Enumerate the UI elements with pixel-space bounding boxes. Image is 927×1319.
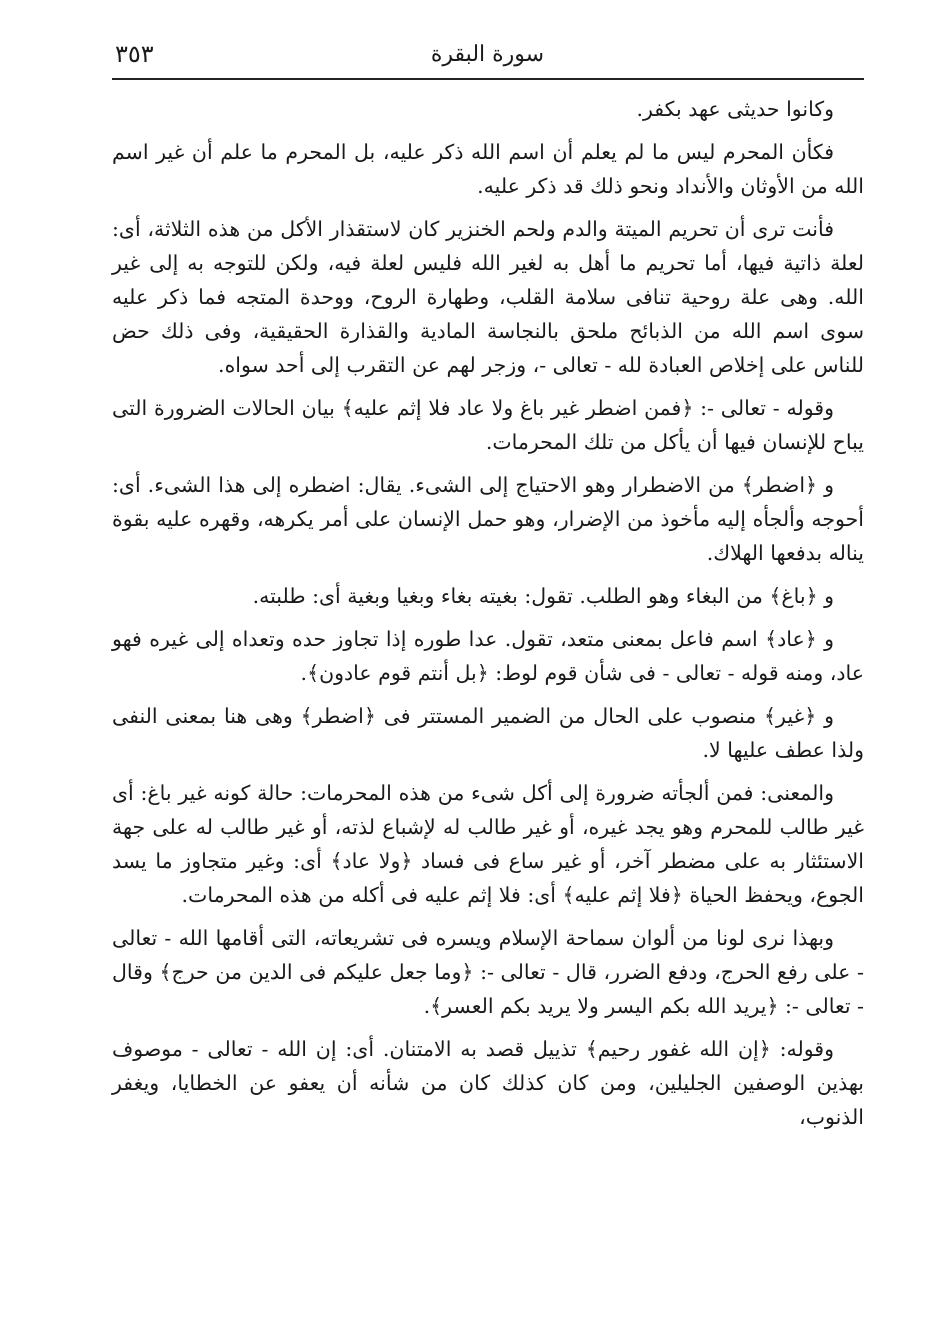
page-number: ٣٥٣	[115, 40, 154, 68]
paragraph-4: وقوله - تعالى -: ﴿فمن اضطر غير باغ ولا عاد فلا إثم عليه﴾ بيان الحالات الضرورة التى يباح للإنسان فيها أن يأكل من تلك المحرمات.	[112, 396, 864, 454]
paragraph-8: و ﴿غير﴾ منصوب على الحال من الضمير المستتر فى ﴿اضطر﴾ وهى هنا بمعنى النفى ولذا عطف عليها لا.	[112, 704, 864, 762]
surah-title: سورة البقرة	[430, 42, 545, 67]
paragraph-9: والمعنى: فمن ألجأته ضرورة إلى أكل شىء من هذه المحرمات: حالة كونه غير باغ: أى غير طالب للمحرم وهو يجد غيره، أو غير طالب له لإشباع لذته، أو غير طالب له على جهة الاستئثار به على مضطر آخر، أو غير ساع فى فساد ﴿ولا عاد﴾ أى: وغير متجاوز ما يسد الجوع، ويحفظ الحياة ﴿فلا إثم عليه﴾ أى: فلا إثم عليه فى أكله من هذه المحرمات.	[112, 781, 864, 907]
page-body	[112, 92, 864, 1143]
paragraph-7: و ﴿عاد﴾ اسم فاعل بمعنى متعد، تقول. عدا طوره إذا تجاوز حده وتعداه إلى غيره فهو عاد، ومنه قوله - تعالى - فى شأن قوم لوط: ﴿بل أنتم قوم عادون﴾.	[112, 627, 864, 685]
paragraph-6: و ﴿باغ﴾ من البغاء وهو الطلب. تقول: بغيته بغاء وبغيا وبغية أى: طلبته.	[252, 584, 834, 608]
paragraph-1: وكانوا حديثى عهد بكفر.	[636, 97, 834, 121]
paragraph-11: وقوله: ﴿إن الله غفور رحيم﴾ تذييل قصد به الامتنان. أى: إن الله - تعالى - موصوف بهذين الوصفين الجليلين، ومن كان كذلك كان من شأنه أن يعفو عن الخطايا، ويغفر الذنوب،	[112, 1037, 864, 1129]
page-header	[115, 30, 860, 80]
paragraph-2: فكأن المحرم ليس ما لم يعلم أن اسم الله ذكر عليه، بل المحرم ما علم أن غير اسم الله من الأوثان والأنداد ونحو ذلك قد ذكر عليه.	[112, 140, 864, 198]
header-divider	[112, 78, 864, 80]
paragraph-10: وبهذا نرى لونا من ألوان سماحة الإسلام ويسره فى تشريعاته، التى أقامها الله - تعالى - على رفع الحرج، ودفع الضرر، قال - تعالى -: ﴿وما جعل عليكم فى الدين من حرج﴾ وقال - تعالى -: ﴿يريد الله بكم اليسر ولا يريد بكم العسر﴾.	[112, 926, 864, 1018]
paragraph-5: و ﴿اضطر﴾ من الاضطرار وهو الاحتياج إلى الشىء. يقال: اضطره إلى هذا الشىء. أى: أحوجه وألجأه إليه مأخوذ من الإضرار، وهو حمل الإنسان على أمر يكرهه، وقهره عليه بقوة يناله بدفعها الهلاك.	[112, 473, 864, 565]
paragraph-3: فأنت ترى أن تحريم الميتة والدم ولحم الخنزير كان لاستقذار الأكل من هذه الثلاثة، أى: لعلة ذاتية فيها، أما تحريم ما أهل به لغير الله فليس لعلة فيه، ولكن للتوجه به إلى غير الله. وهى علة روحية تنافى سلامة القلب، وطهارة الروح، ووحدة المتجه فما ذكر عليه سوى اسم الله من الذبائح ملحق بالنجاسة المادية والقذارة الحقيقية، وفى ذلك حض للناس على إخلاص العبادة لله - تعالى -، وزجر لهم عن التقرب إلى أحد سواه.	[112, 217, 864, 377]
